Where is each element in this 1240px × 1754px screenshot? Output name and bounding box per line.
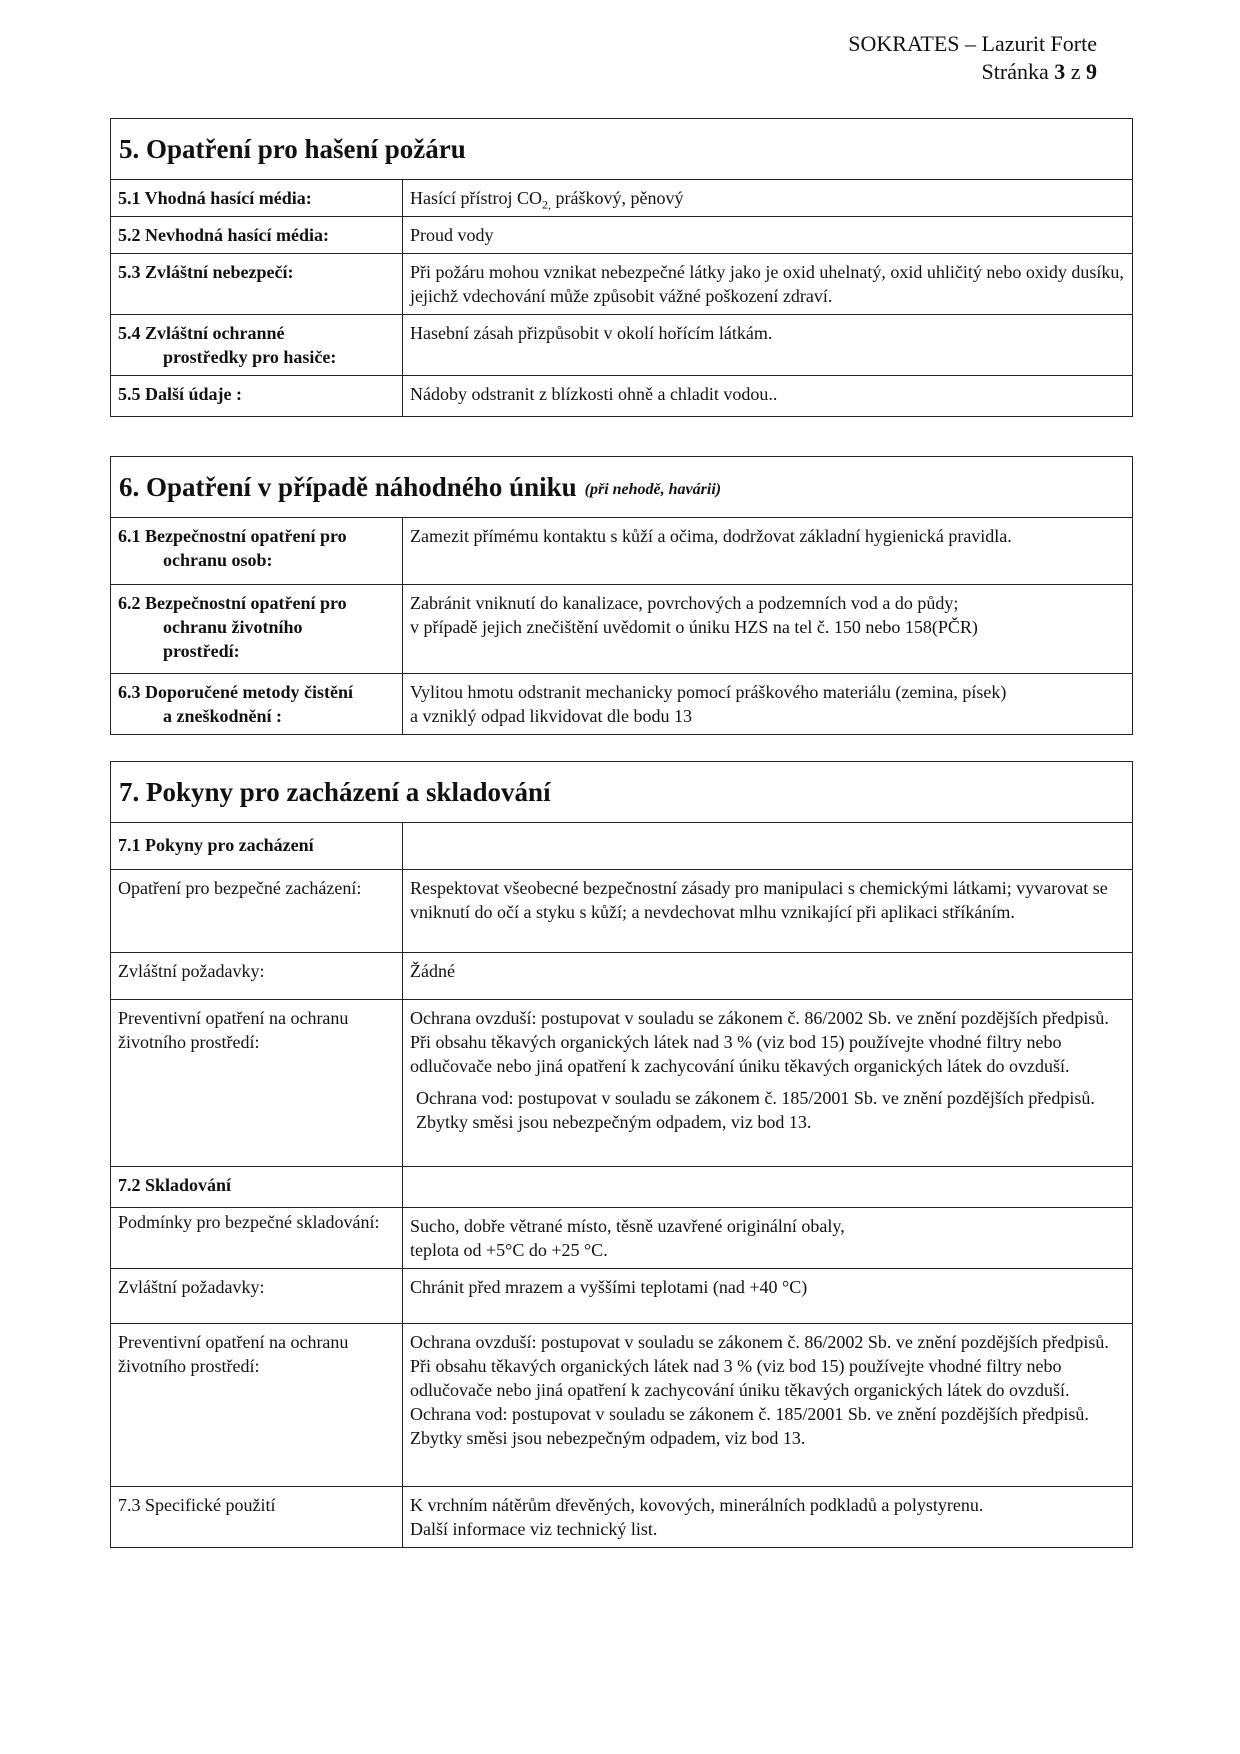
row-value: Hasební zásah přizpůsobit v okolí hořícím látkám. [410, 323, 773, 343]
row-label: 5.1 Vhodná hasící média: [111, 180, 403, 216]
table-row [111, 823, 1132, 870]
row-label: Opatření pro bezpečné zacházení: [111, 870, 403, 952]
section-5-table [110, 118, 1133, 417]
table-row [111, 217, 1132, 254]
row-label: 7.2 Skladování [111, 1167, 403, 1207]
section-6-subtitle: (při nehodě, havárii) [584, 481, 722, 498]
section-6-table [110, 456, 1133, 735]
table-row [111, 870, 1132, 953]
row-value: Žádné [410, 961, 455, 981]
row-label: Zvláštní požadavky: [111, 1269, 403, 1323]
row-label: 7.3 Specifické použití [111, 1487, 403, 1547]
row-value: Ochrana ovzduší: postupovat v souladu se zákonem č. 86/2002 Sb. ve znění pozdějších předpisů. Při obsahu těkavých organických látek nad 3 % (viz bod 15) používejte vhodné filtry nebo odlučovače nebo jiná opatření k zachycování úniku těkavých organických látek do ovzduší. Ochrana vod: postupovat v souladu se zákonem č. 185/2001 Sb. ve znění pozdějších předpisů. Zbytky směsi jsou nebezpečným odpadem, viz bod 13. [410, 1008, 1109, 1132]
table-row [111, 1000, 1132, 1167]
row-value: Chránit před mrazem a vyššími teplotami (nad +40 °C) [410, 1277, 808, 1297]
table-row [111, 1324, 1132, 1487]
section-7-table [110, 761, 1133, 1548]
row-label: 6.1 Bezpečnostní opatření pro ochranu osob: [111, 518, 403, 584]
section-7-title: 7. Pokyny pro zacházení a skladování [111, 762, 1132, 823]
table-row [111, 1167, 1132, 1208]
row-value: Proud vody [410, 225, 494, 245]
table-row [111, 376, 1132, 416]
section-6-title: 6. Opatření v případě náhodného úniku (při nehodě, havárii) [111, 457, 1132, 518]
row-label: 5.3 Zvláštní nebezpečí: [111, 254, 403, 314]
table-row [111, 1208, 1132, 1269]
table-row [111, 953, 1132, 1000]
row-label: Preventivní opatření na ochranu životního prostředí: [111, 1000, 403, 1166]
page-header [848, 30, 1097, 86]
row-value: Respektovat všeobecné bezpečnostní zásady pro manipulaci s chemickými látkami; vyvarovat se vniknutí do očí a styku s kůží; a nevdechovat mlhu vznikající při aplikaci stříkáním. [410, 878, 1108, 922]
row-label: 7.1 Pokyny pro zacházení [111, 823, 403, 869]
table-row [111, 315, 1132, 376]
row-value: K vrchním nátěrům dřevěných, kovových, minerálních podkladů a polystyrenu. Další informace viz technický list. [410, 1495, 984, 1539]
row-value: Vylitou hmotu odstranit mechanicky pomocí práškového materiálu (zemina, písek) a vzniklý odpad likvidovat dle bodu 13 [410, 682, 1007, 726]
table-row [111, 180, 1132, 217]
row-value: Zamezit přímému kontaktu s kůží a očima, dodržovat základní hygienická pravidla. [410, 526, 1012, 546]
table-row [111, 254, 1132, 315]
table-row [111, 518, 1132, 585]
row-label: 6.2 Bezpečnostní opatření pro ochranu životního prostředí: [111, 585, 403, 673]
row-value: Nádoby odstranit z blízkosti ohně a chladit vodou.. [410, 384, 778, 404]
table-row [111, 1487, 1132, 1547]
row-value: Hasící přístroj $CO_{2,}$ práškový, pěnový [410, 188, 684, 212]
row-value: Sucho, dobře větrané místo, těsně uzavřené originální obaly, teplota od +5°C do +25 °C. [410, 1216, 845, 1260]
row-label: Podmínky pro bezpečné skladování: [111, 1208, 403, 1268]
row-label: Zvláštní požadavky: [111, 953, 403, 999]
table-row [111, 1269, 1132, 1324]
page-number: Stránka 3 z 9 [981, 59, 1097, 84]
row-label: Preventivní opatření na ochranu životního prostředí: [111, 1324, 403, 1486]
row-label: 6.3 Doporučené metody čistění a zneškodnění : [111, 674, 403, 734]
row-label: 5.2 Nevhodná hasící média: [111, 217, 403, 253]
row-label: 5.5 Další údaje : [111, 376, 403, 416]
section-5-title: 5. Opatření pro hašení požáru [111, 119, 1132, 180]
table-row [111, 585, 1132, 674]
row-value: Při požáru mohou vznikat nebezpečné látky jako je oxid uhelnatý, oxid uhličitý nebo oxidy dusíku, jejichž vdechování může způsobit vážné poškození zdraví. [410, 262, 1124, 306]
row-value: Zabránit vniknutí do kanalizace, povrchových a podzemních vod a do půdy; v případě jejich znečištění uvědomit o úniku HZS na tel č. 150 nebo 158(PČR) [410, 593, 978, 637]
row-value: Ochrana ovzduší: postupovat v souladu se zákonem č. 86/2002 Sb. ve znění pozdějších předpisů. Při obsahu těkavých organických látek nad 3 % (viz bod 15) používejte vhodné filtry nebo odlučovače nebo jiná opatření k zachycování úniku těkavých organických látek do ovzduší. Ochrana vod: postupovat v souladu se zákonem č. 185/2001 Sb. ve znění pozdějších předpisů. Zbytky směsi jsou nebezpečným odpadem, viz bod 13. [410, 1332, 1109, 1448]
row-value [403, 1167, 1132, 1207]
row-value [403, 823, 1132, 869]
document-title: SOKRATES – Lazurit Forte [848, 31, 1097, 56]
table-row [111, 674, 1132, 734]
row-label: 5.4 Zvláštní ochranné prostředky pro hasiče: [111, 315, 403, 375]
